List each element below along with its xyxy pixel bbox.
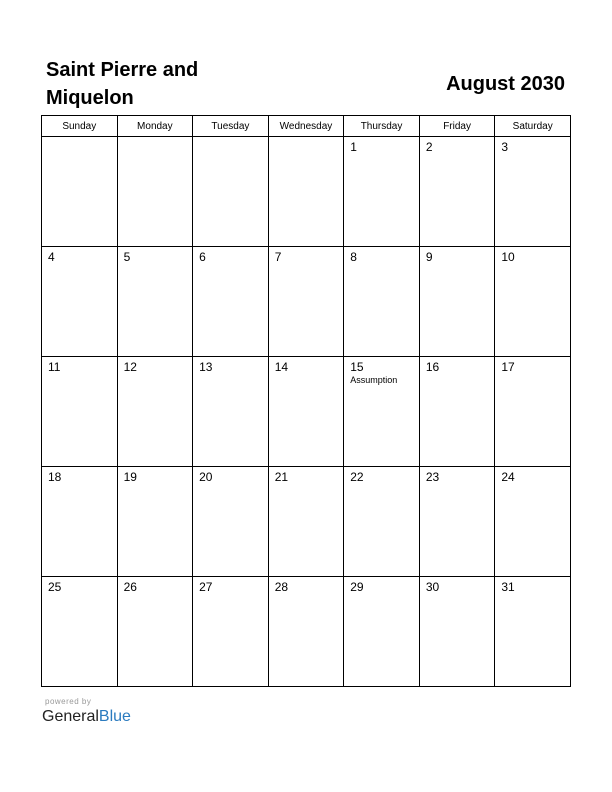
day-number: 19 xyxy=(123,470,137,484)
day-number: 31 xyxy=(501,580,515,594)
day-cell[interactable] xyxy=(344,247,420,357)
weekday-saturday: Saturday xyxy=(495,116,571,137)
day-number: 27 xyxy=(199,580,213,594)
day-number: 6 xyxy=(199,250,206,264)
day-cell[interactable] xyxy=(495,357,571,467)
day-cell[interactable] xyxy=(344,467,420,577)
day-cell[interactable] xyxy=(268,137,344,247)
day-cell[interactable] xyxy=(268,467,344,577)
day-cell[interactable] xyxy=(42,137,118,247)
day-number: 2 xyxy=(425,140,433,154)
day-cell[interactable] xyxy=(193,247,269,357)
region-title: Saint Pierre and Miquelon xyxy=(46,59,199,109)
week-row xyxy=(42,357,571,467)
day-cell[interactable] xyxy=(495,137,571,247)
day-cell[interactable] xyxy=(344,137,420,247)
day-cell[interactable] xyxy=(193,137,269,247)
day-cell[interactable] xyxy=(268,247,344,357)
day-number: 24 xyxy=(501,470,515,484)
day-cell[interactable] xyxy=(42,357,118,467)
day-cell[interactable] xyxy=(42,247,118,357)
day-cell[interactable] xyxy=(495,577,571,687)
day-number: 5 xyxy=(123,250,131,264)
weekday-monday: Monday xyxy=(117,116,193,137)
day-number: 10 xyxy=(501,250,515,264)
day-cell[interactable] xyxy=(344,577,420,687)
day-number: 20 xyxy=(199,470,213,484)
day-number: 28 xyxy=(274,580,289,594)
calendar-grid xyxy=(41,115,571,687)
day-cell[interactable] xyxy=(419,247,495,357)
day-cell[interactable] xyxy=(344,357,420,467)
day-number xyxy=(269,137,344,141)
day-number: 1 xyxy=(350,140,357,154)
day-cell[interactable] xyxy=(495,467,571,577)
day-number: 22 xyxy=(350,470,364,484)
weekday-wednesday: Wednesday xyxy=(268,116,344,137)
day-number: 11 xyxy=(48,360,61,374)
weekday-thursday: Thursday xyxy=(344,116,420,137)
day-cell[interactable] xyxy=(268,577,344,687)
week-row xyxy=(42,467,571,577)
day-cell[interactable] xyxy=(495,247,571,357)
week-row xyxy=(42,577,571,687)
brand-general: General xyxy=(42,708,99,725)
day-number xyxy=(42,137,117,141)
day-cell[interactable] xyxy=(193,467,269,577)
month-title: August 2030 xyxy=(446,73,565,95)
day-number: 18 xyxy=(48,470,62,484)
week-row xyxy=(42,137,571,247)
day-number: 25 xyxy=(48,580,62,594)
day-number: 12 xyxy=(123,360,137,374)
day-cell[interactable] xyxy=(419,467,495,577)
day-number: 4 xyxy=(48,250,55,264)
powered-by-label: powered by xyxy=(45,697,92,706)
day-number: 21 xyxy=(274,470,289,484)
weekday-tuesday: Tuesday xyxy=(193,116,269,137)
day-cell[interactable] xyxy=(117,357,193,467)
day-number xyxy=(193,137,268,141)
day-cell[interactable] xyxy=(117,137,193,247)
day-number: 7 xyxy=(274,250,282,264)
day-cell[interactable] xyxy=(193,577,269,687)
footer xyxy=(42,697,131,727)
holiday-label: Assumption xyxy=(350,375,398,385)
day-number: 29 xyxy=(350,580,364,594)
day-cell[interactable] xyxy=(117,467,193,577)
day-cell[interactable] xyxy=(42,467,118,577)
weekday-header-row xyxy=(42,116,571,137)
day-number xyxy=(118,137,193,141)
day-number: 8 xyxy=(350,250,357,264)
day-number: 15 xyxy=(350,360,364,374)
day-cell[interactable] xyxy=(42,577,118,687)
day-number: 17 xyxy=(501,360,515,374)
day-number: 26 xyxy=(123,580,137,594)
day-number: 23 xyxy=(425,470,440,484)
day-cell[interactable] xyxy=(419,357,495,467)
generalblue-logo[interactable] xyxy=(42,707,131,727)
day-cell[interactable] xyxy=(419,577,495,687)
day-number: 3 xyxy=(501,140,509,154)
day-number: 30 xyxy=(425,580,440,594)
day-cell[interactable] xyxy=(117,577,193,687)
week-row xyxy=(42,247,571,357)
weekday-friday: Friday xyxy=(419,116,495,137)
weekday-sunday: Sunday xyxy=(42,116,118,137)
day-number: 14 xyxy=(274,360,289,374)
day-number: 9 xyxy=(425,250,433,264)
day-cell[interactable] xyxy=(117,247,193,357)
day-number: 13 xyxy=(199,360,213,374)
brand-blue: Blue xyxy=(98,708,131,725)
day-cell[interactable] xyxy=(419,137,495,247)
day-number: 16 xyxy=(425,360,440,374)
day-cell[interactable] xyxy=(193,357,269,467)
day-cell[interactable] xyxy=(268,357,344,467)
